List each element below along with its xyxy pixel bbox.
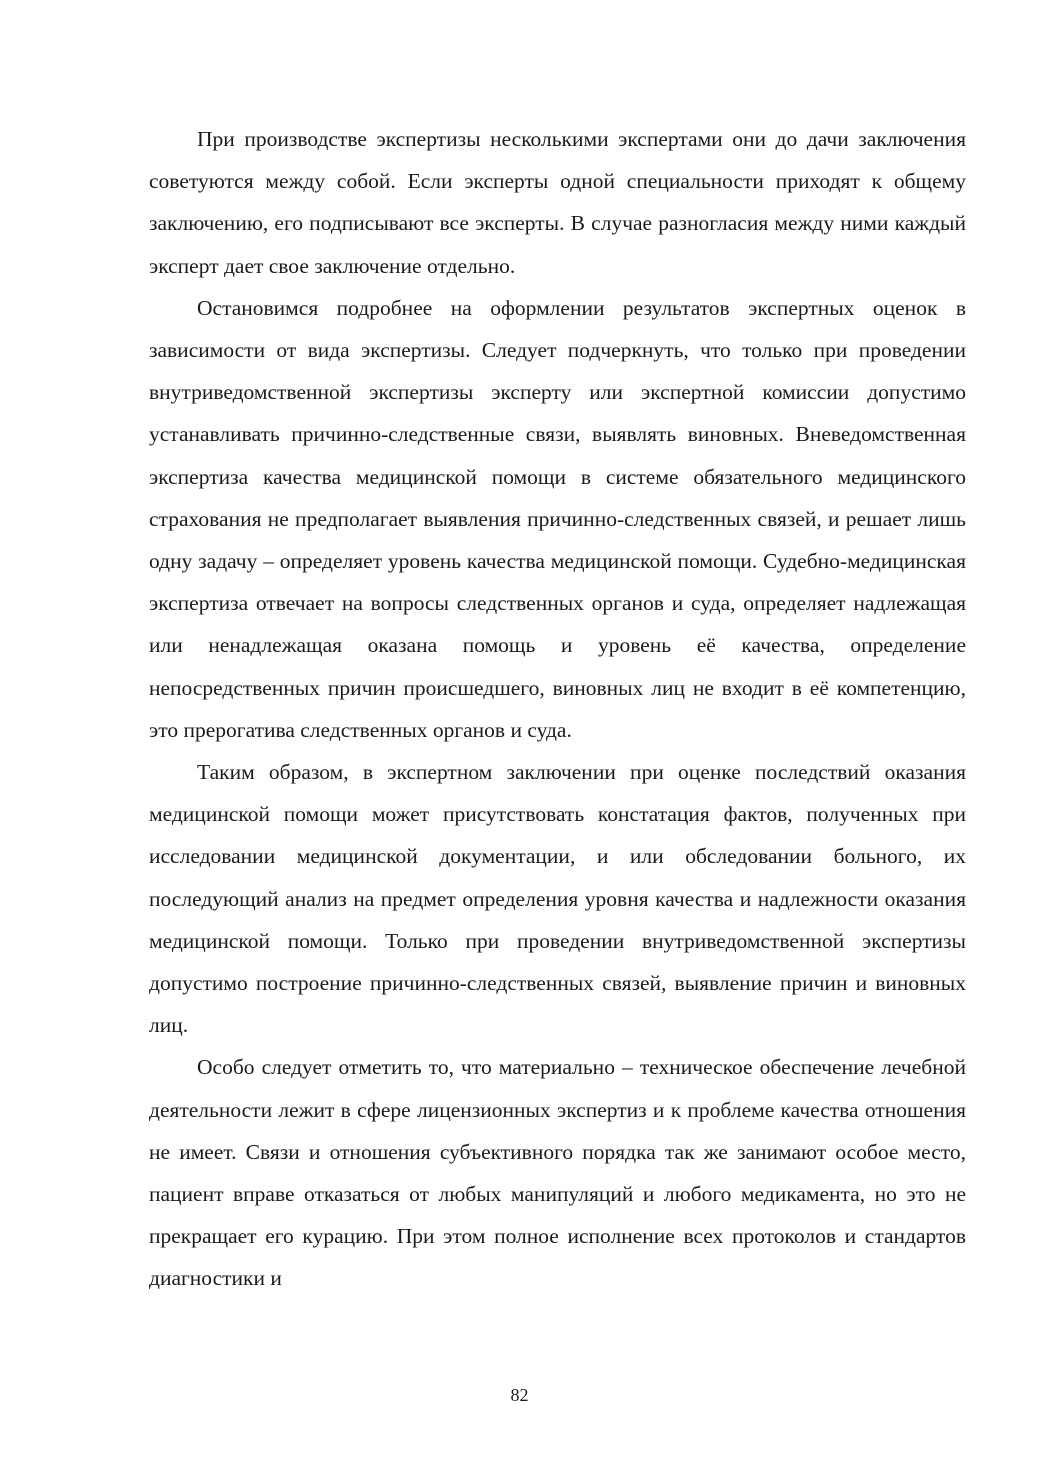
paragraph-experts-consultation: При производстве экспертизы несколькими экспертами они до дачи заключения советуются между собой. Если эксперты одной специальности приходят к общему заключению, его подписывают все эксперты. В случае разногласия между ними каждый эксперт дает свое заключение отдельно.: [149, 127, 966, 278]
paragraph-expert-conclusion: Таким образом, в экспертном заключении при оценке последствий оказания медицинской помощи может присутствовать констатация фактов, полученных при исследовании медицинской документации, и или обследовании больного, их последующий анализ на предмет определения уровня качества и надлежности оказания медицинской помощи. Только при проведении внутриведомственной экспертизы допустимо построение причинно-следственных связей, выявление причин и виновных лиц.: [149, 760, 966, 1038]
paragraph-material-support: Особо следует отметить то, что материально – техническое обеспечение лечебной деятельности лежит в сфере лицензионных экспертиз и к проблеме качества отношения не имеет. Связи и отношения субъективного порядка так же занимают особое место, пациент вправе отказаться от любых манипуляций и любого медикамента, но это не прекращает его курацию. При этом полное исполнение всех протоколов и стандартов диагностики и: [149, 1055, 966, 1291]
paragraph-expert-evaluation-results: Остановимся подробнее на оформлении результатов экспертных оценок в зависимости от вида экспертизы. Следует подчеркнуть, что только при проведении внутриведомственной экспертизы эксперту или экспертной комиссии допустимо устанавливать причинно-следственные связи, выявлять виновных. Вневедомственная экспертиза качества медицинской помощи в системе обязательного медицинского страхования не предполагает выявления причинно-следственных связей, и решает лишь одну задачу – определяет уровень качества медицинской помощи. Судебно-медицинская экспертиза отвечает на вопросы следственных органов и суда, определяет надлежащая или ненадлежащая оказана помощь и уровень её качества, определение непосредственных причин происшедшего, виновных лиц не входит в её компетенцию, это прерогатива следственных органов и суда.: [149, 295, 966, 742]
page-number: 82: [510, 1385, 529, 1405]
body-text: [149, 118, 966, 1300]
